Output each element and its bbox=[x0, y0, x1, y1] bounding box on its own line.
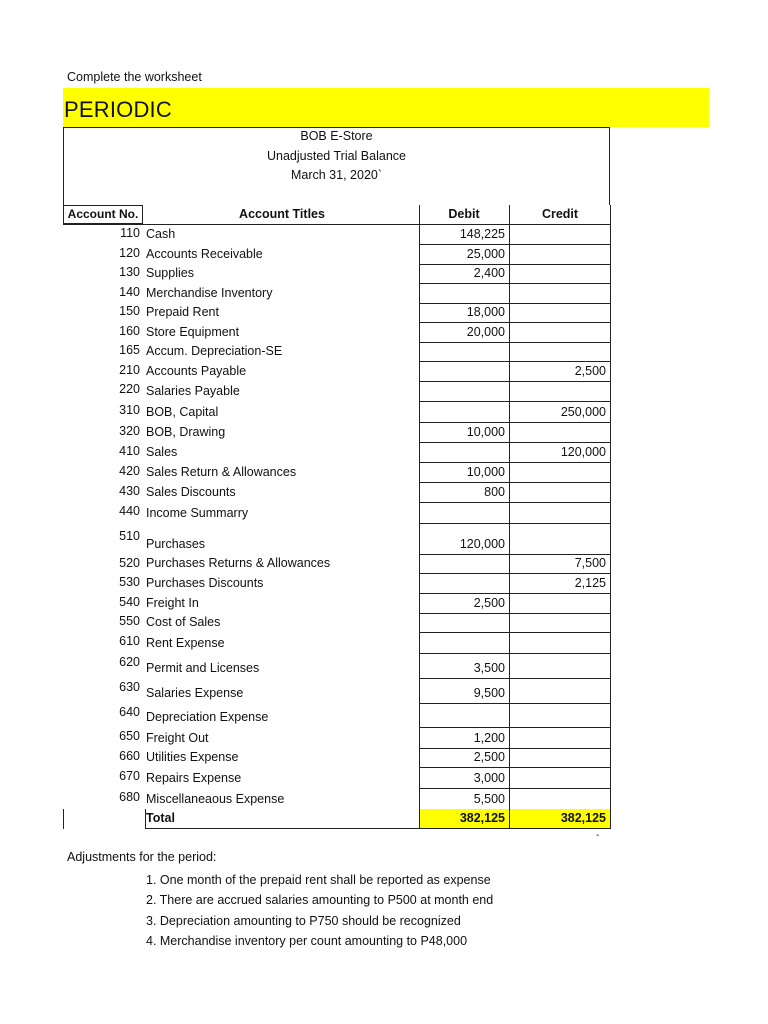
adjustment-item: 3. Depreciation amounting to P750 should be recognized bbox=[146, 914, 461, 928]
account-title: Freight In bbox=[146, 596, 199, 610]
row-separator bbox=[419, 593, 611, 594]
account-number: 120 bbox=[119, 246, 140, 260]
account-number: 670 bbox=[119, 769, 140, 783]
account-number: 530 bbox=[119, 575, 140, 589]
header-rule bbox=[63, 224, 610, 225]
account-title: Salaries Payable bbox=[146, 384, 240, 398]
account-title: BOB, Drawing bbox=[146, 425, 226, 439]
account-number: 130 bbox=[119, 265, 140, 279]
account-title: Sales bbox=[146, 445, 178, 459]
adjustment-item: 4. Merchandise inventory per count amounting to P48,000 bbox=[146, 934, 468, 948]
account-number: 510 bbox=[119, 529, 140, 543]
account-number: 540 bbox=[119, 595, 140, 609]
row-separator bbox=[419, 303, 611, 304]
row-separator bbox=[419, 244, 611, 245]
row-separator bbox=[419, 613, 611, 614]
row-separator bbox=[419, 554, 611, 555]
account-number: 680 bbox=[119, 790, 140, 804]
account-title: Freight Out bbox=[146, 731, 209, 745]
debit-amount: 3,000 bbox=[473, 771, 505, 785]
account-number: 440 bbox=[119, 504, 140, 518]
debit-amount: 10,000 bbox=[466, 425, 505, 439]
account-number: 320 bbox=[119, 424, 140, 438]
account-title: Repairs Expense bbox=[146, 771, 242, 785]
account-title: Cash bbox=[146, 227, 176, 241]
account-title: Miscellaneaous Expense bbox=[146, 792, 285, 806]
account-title: Accounts Receivable bbox=[146, 247, 263, 261]
debit-amount: 2,500 bbox=[473, 750, 505, 764]
row-separator bbox=[419, 502, 611, 503]
account-number: 150 bbox=[119, 304, 140, 318]
row-separator bbox=[419, 523, 611, 524]
row-separator bbox=[419, 767, 611, 768]
account-title: Purchases Discounts bbox=[146, 576, 264, 590]
debit-credit-divider bbox=[509, 205, 510, 829]
stray-dash: - bbox=[596, 830, 600, 841]
account-title: Rent Expense bbox=[146, 636, 225, 650]
account-number: 610 bbox=[119, 634, 140, 648]
column-header-debit: Debit bbox=[448, 207, 480, 221]
debit-amount: 2,500 bbox=[473, 596, 505, 610]
column-header-credit: Credit bbox=[541, 207, 579, 221]
total-credit: 382,125 bbox=[560, 811, 606, 825]
debit-amount: 120,000 bbox=[459, 537, 505, 551]
debit-amount: 5,500 bbox=[473, 792, 505, 806]
adjustment-item: 2. There are accrued salaries amounting to P500 at month end bbox=[146, 893, 494, 907]
adjustments-title: Adjustments for the period: bbox=[67, 850, 217, 864]
row-separator bbox=[419, 401, 611, 402]
row-separator bbox=[419, 653, 611, 654]
instruction-text: Complete the worksheet bbox=[67, 70, 202, 84]
account-title: Accum. Depreciation-SE bbox=[146, 344, 283, 358]
account-title: Utilities Expense bbox=[146, 750, 239, 764]
row-separator bbox=[419, 264, 611, 265]
row-separator bbox=[419, 442, 611, 443]
table-left-border bbox=[63, 809, 64, 829]
account-number: 110 bbox=[120, 226, 140, 240]
debit-amount: 9,500 bbox=[473, 686, 505, 700]
company-name: BOB E-Store bbox=[300, 129, 373, 143]
account-number: 650 bbox=[119, 729, 140, 743]
account-number: 630 bbox=[119, 680, 140, 694]
account-title: Sales Return & Allowances bbox=[146, 465, 297, 479]
account-number: 410 bbox=[119, 444, 140, 458]
account-title: Store Equipment bbox=[146, 325, 240, 339]
account-title: Supplies bbox=[146, 266, 194, 280]
account-number: 140 bbox=[119, 285, 140, 299]
row-separator bbox=[419, 422, 611, 423]
credit-amount: 2,500 bbox=[574, 364, 606, 378]
row-separator bbox=[419, 361, 611, 362]
debit-amount: 1,200 bbox=[473, 731, 505, 745]
account-title: Purchases bbox=[146, 537, 206, 551]
account-number: 550 bbox=[119, 614, 140, 628]
account-title: Income Summarry bbox=[146, 506, 249, 520]
account-number: 520 bbox=[119, 556, 140, 570]
row-separator bbox=[419, 632, 611, 633]
account-title: Merchandise Inventory bbox=[146, 286, 273, 300]
row-separator bbox=[419, 322, 611, 323]
row-separator bbox=[419, 573, 611, 574]
account-number: 660 bbox=[119, 749, 140, 763]
account-title: Depreciation Expense bbox=[146, 710, 269, 724]
debit-amount: 20,000 bbox=[466, 325, 505, 339]
total-label: Total bbox=[146, 811, 175, 825]
debit-amount: 10,000 bbox=[466, 465, 505, 479]
account-number: 430 bbox=[119, 484, 140, 498]
row-separator bbox=[419, 727, 611, 728]
account-title: Sales Discounts bbox=[146, 485, 236, 499]
debit-amount: 148,225 bbox=[459, 227, 505, 241]
account-number: 220 bbox=[119, 382, 140, 396]
debit-amount: 3,500 bbox=[473, 661, 505, 675]
account-title: Salaries Expense bbox=[146, 686, 244, 700]
debit-amount: 25,000 bbox=[466, 247, 505, 261]
account-number: 620 bbox=[119, 655, 140, 669]
account-number: 210 bbox=[119, 363, 140, 377]
credit-amount: 120,000 bbox=[560, 445, 606, 459]
row-separator bbox=[419, 462, 611, 463]
credit-amount: 250,000 bbox=[560, 405, 606, 419]
account-title: Purchases Returns & Allowances bbox=[146, 556, 331, 570]
credit-amount: 2,125 bbox=[574, 576, 606, 590]
account-title: Accounts Payable bbox=[146, 364, 247, 378]
debit-amount: 18,000 bbox=[466, 305, 505, 319]
row-separator bbox=[419, 678, 611, 679]
row-separator bbox=[419, 381, 611, 382]
account-title: Prepaid Rent bbox=[146, 305, 219, 319]
account-number: 160 bbox=[119, 324, 140, 338]
row-separator bbox=[419, 283, 611, 284]
report-date: March 31, 2020` bbox=[290, 168, 383, 182]
report-name: Unadjusted Trial Balance bbox=[267, 149, 406, 163]
account-title: Cost of Sales bbox=[146, 615, 221, 629]
total-debit: 382,125 bbox=[459, 811, 505, 825]
total-bottom-rule bbox=[145, 828, 611, 829]
banner-title: PERIODIC bbox=[64, 97, 172, 122]
account-title: Permit and Licenses bbox=[146, 661, 260, 675]
row-separator bbox=[419, 703, 611, 704]
account-title: BOB, Capital bbox=[146, 405, 219, 419]
row-separator bbox=[419, 482, 611, 483]
row-separator bbox=[419, 748, 611, 749]
row-separator bbox=[419, 342, 611, 343]
column-header-account-no: Account No. bbox=[63, 205, 143, 224]
debit-amount: 800 bbox=[484, 485, 505, 499]
account-number: 420 bbox=[119, 464, 140, 478]
credit-right-border bbox=[610, 205, 611, 829]
credit-amount: 7,500 bbox=[574, 556, 606, 570]
row-separator bbox=[419, 788, 611, 789]
account-number: 640 bbox=[119, 705, 140, 719]
account-number: 310 bbox=[119, 403, 140, 417]
account-number: 165 bbox=[119, 343, 140, 357]
adjustment-item: 1. One month of the prepaid rent shall be reported as expense bbox=[146, 873, 491, 887]
column-header-account-titles: Account Titles bbox=[239, 207, 325, 221]
debit-amount: 2,400 bbox=[473, 266, 505, 280]
